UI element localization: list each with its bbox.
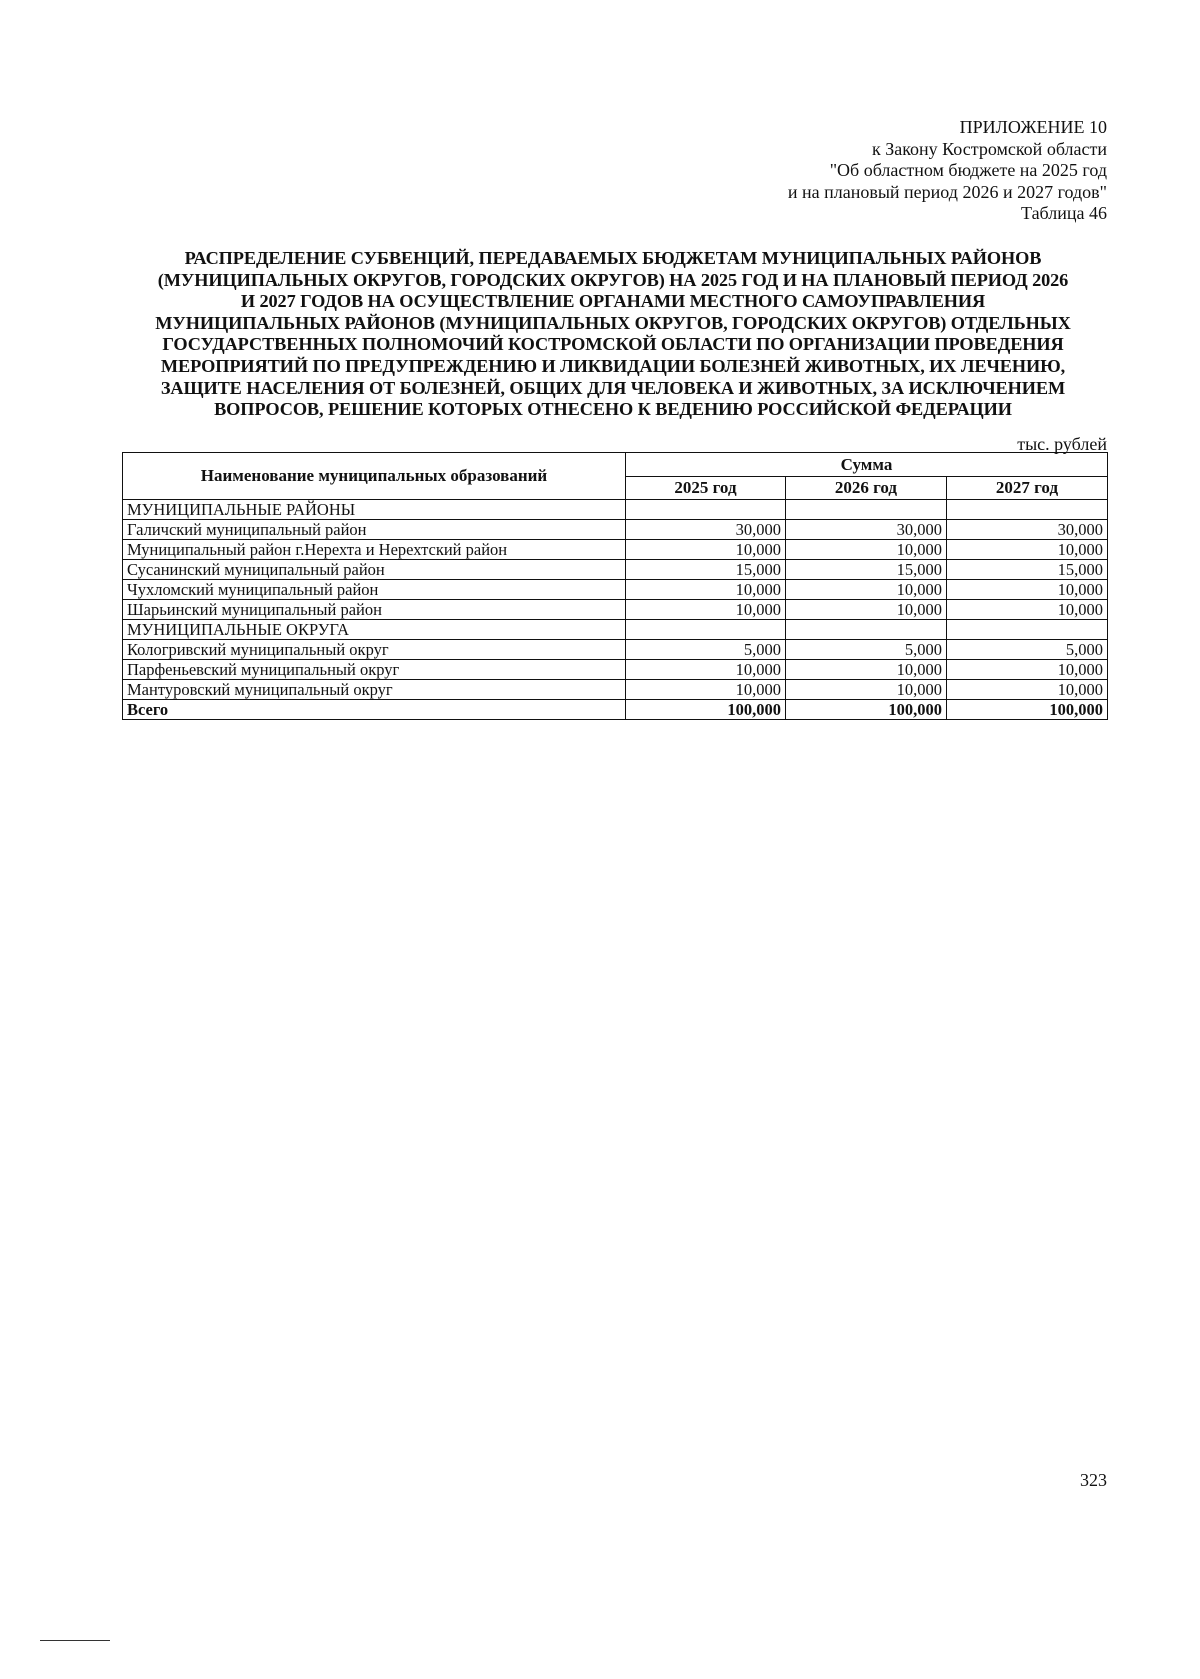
- value-2027: 30,000: [946, 520, 1107, 540]
- value-2025: 10,000: [626, 660, 786, 680]
- value-2026: 10,000: [785, 680, 946, 700]
- total-2027: 100,000: [946, 700, 1107, 720]
- law-reference: к Закону Костромской области: [871, 138, 1107, 159]
- value-2026: 10,000: [785, 600, 946, 620]
- title-line: ГОСУДАРСТВЕННЫХ ПОЛНОМОЧИЙ КОСТРОМСКОЙ ОБЛАСТИ ПО ОРГАНИЗАЦИИ ПРОВЕДЕНИЯ: [162, 334, 1064, 355]
- value-2026: 5,000: [785, 640, 946, 660]
- title-line: (МУНИЦИПАЛЬНЫХ ОКРУГОВ, ГОРОДСКИХ ОКРУГОВ) НА 2025 ГОД И НА ПЛАНОВЫЙ ПЕРИОД 2026: [157, 269, 1069, 290]
- page-number: 323: [1080, 1470, 1107, 1490]
- units-label: тыс. рублей: [1017, 434, 1107, 454]
- law-title-line-2: и на плановый период 2026 и 2027 годов": [787, 181, 1107, 202]
- row-name: Шарьинский муниципальный район: [123, 600, 626, 620]
- year-header-2027: 2027 год: [946, 477, 1107, 500]
- title-line: МЕРОПРИЯТИЙ ПО ПРЕДУПРЕЖДЕНИЮ И ЛИКВИДАЦИИ БОЛЕЗНЕЙ ЖИВОТНЫХ, ИХ ЛЕЧЕНИЮ,: [160, 355, 1066, 376]
- total-row: [123, 700, 1108, 720]
- total-2026: 100,000: [785, 700, 946, 720]
- row-name: МУНИЦИПАЛЬНЫЕ РАЙОНЫ: [123, 500, 626, 520]
- total-label: Всего: [123, 700, 626, 720]
- appendix-label: ПРИЛОЖЕНИЕ 10: [959, 117, 1107, 137]
- value-2025: [626, 500, 786, 520]
- value-2027: 10,000: [946, 660, 1107, 680]
- table-number: Таблица 46: [1021, 203, 1107, 223]
- value-2025: [626, 620, 786, 640]
- value-2025: 10,000: [626, 600, 786, 620]
- row-name: Муниципальный район г.Нерехта и Нерехтский район: [123, 540, 626, 560]
- law-title-line-1: "Об областном бюджете на 2025 год: [829, 160, 1107, 180]
- row-name: Мантуровский муниципальный округ: [123, 680, 626, 700]
- value-2025: 30,000: [626, 520, 786, 540]
- appendix-header: [788, 117, 1107, 225]
- row-name: Сусанинский муниципальный район: [123, 560, 626, 580]
- value-2027: [946, 500, 1107, 520]
- row-name: Парфеньевский муниципальный округ: [123, 660, 626, 680]
- sum-column-header: Сумма: [626, 453, 1108, 477]
- value-2026: 10,000: [785, 660, 946, 680]
- value-2027: 10,000: [946, 680, 1107, 700]
- value-2025: 10,000: [626, 540, 786, 560]
- year-header-2025: 2025 год: [626, 477, 786, 500]
- title-line: И 2027 ГОДОВ НА ОСУЩЕСТВЛЕНИЕ ОРГАНАМИ МЕСТНОГО САМОУПРАВЛЕНИЯ: [240, 291, 986, 312]
- row-name: Кологривский муниципальный округ: [123, 640, 626, 660]
- section-row: [123, 500, 1108, 520]
- value-2027: [946, 620, 1107, 640]
- value-2026: 30,000: [785, 520, 946, 540]
- table-row: [123, 680, 1108, 700]
- value-2027: 15,000: [946, 560, 1107, 580]
- title-line: ЗАЩИТЕ НАСЕЛЕНИЯ ОТ БОЛЕЗНЕЙ, ОБЩИХ ДЛЯ ЧЕЛОВЕКА И ЖИВОТНЫХ, ЗА ИСКЛЮЧЕНИЕМ: [160, 377, 1066, 398]
- table-row: [123, 600, 1108, 620]
- value-2025: 5,000: [626, 640, 786, 660]
- value-2026: [785, 500, 946, 520]
- table-row: [123, 560, 1108, 580]
- table-row: [123, 580, 1108, 600]
- table-row: [123, 640, 1108, 660]
- section-row: [123, 620, 1108, 640]
- value-2025: 10,000: [626, 580, 786, 600]
- name-column-header: Наименование муниципальных образований: [123, 453, 626, 500]
- value-2025: 15,000: [626, 560, 786, 580]
- row-name: Галичский муниципальный район: [123, 520, 626, 540]
- value-2027: 10,000: [946, 540, 1107, 560]
- title-line: МУНИЦИПАЛЬНЫХ РАЙОНОВ (МУНИЦИПАЛЬНЫХ ОКРУГОВ, ГОРОДСКИХ ОКРУГОВ) ОТДЕЛЬНЫХ: [155, 312, 1071, 333]
- document-title: [118, 248, 1108, 421]
- table-row: [123, 540, 1108, 560]
- value-2027: 10,000: [946, 600, 1107, 620]
- value-2026: 10,000: [785, 580, 946, 600]
- subvention-table: [122, 452, 1108, 720]
- value-2027: 5,000: [946, 640, 1107, 660]
- row-name: МУНИЦИПАЛЬНЫЕ ОКРУГА: [123, 620, 626, 640]
- value-2025: 10,000: [626, 680, 786, 700]
- value-2026: 10,000: [785, 540, 946, 560]
- scan-artifact-line: [40, 1640, 110, 1641]
- value-2027: 10,000: [946, 580, 1107, 600]
- total-2025: 100,000: [626, 700, 786, 720]
- value-2026: 15,000: [785, 560, 946, 580]
- title-line: РАСПРЕДЕЛЕНИЕ СУБВЕНЦИЙ, ПЕРЕДАВАЕМЫХ БЮДЖЕТАМ МУНИЦИПАЛЬНЫХ РАЙОНОВ: [184, 248, 1042, 268]
- title-line: ВОПРОСОВ, РЕШЕНИЕ КОТОРЫХ ОТНЕСЕНО К ВЕДЕНИЮ РОССИЙСКОЙ ФЕДЕРАЦИИ: [214, 399, 1012, 420]
- year-header-2026: 2026 год: [785, 477, 946, 500]
- table-row: [123, 520, 1108, 540]
- row-name: Чухломский муниципальный район: [123, 580, 626, 600]
- value-2026: [785, 620, 946, 640]
- table-row: [123, 660, 1108, 680]
